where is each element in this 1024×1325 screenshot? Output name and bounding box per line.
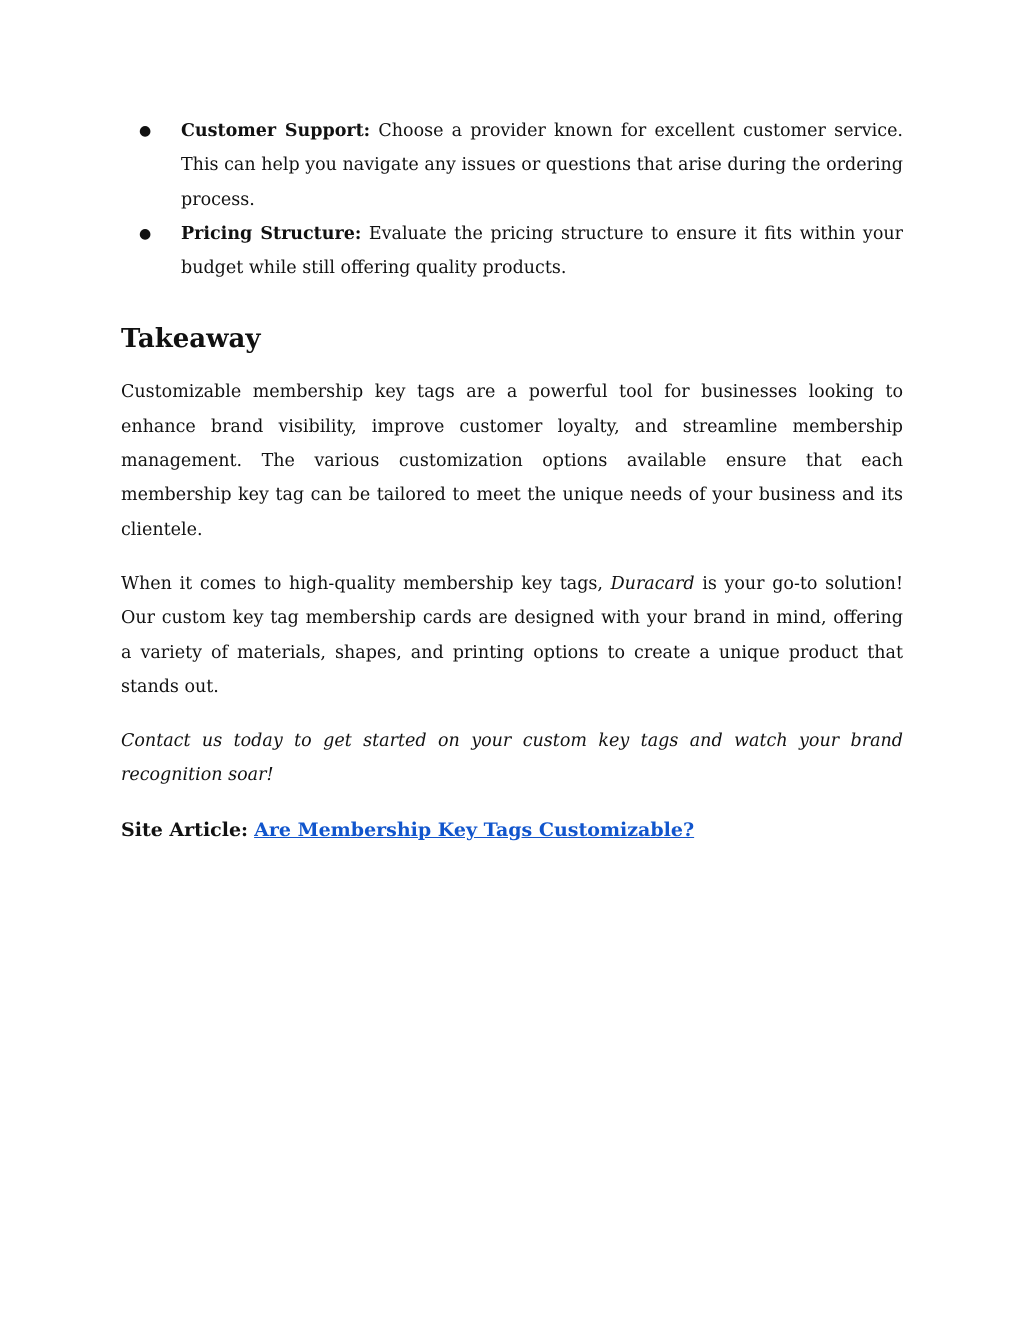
bullet-item-customer-support [121,114,903,217]
call-to-action: Contact us today to get started on your custom key tags and watch your brand recognition soar! [121,731,903,786]
paragraph-text: is your go-to solution! Our custom key tag membership cards are designed with your brand in mind, offering a variety of materials, shapes, and printing options to create a unique product that stands out. [121,573,903,697]
bullet-dot-icon: ● [139,225,152,242]
takeaway-heading: Takeaway [121,324,261,355]
site-article-link[interactable]: Are Membership Key Tags Customizable? [254,818,695,841]
bullet-text: Evaluate the pricing structure to ensure it fits within your budget while still offering quality products. [181,223,903,279]
takeaway-paragraph: Customizable membership key tags are a powerful tool for businesses looking to enhance brand visibility, improve customer loyalty, and streamline membership management. The various customization options available ensure that each membership key tag can be tailored to meet the unique needs of your business and its clientele. [121,382,903,540]
bullet-text: Choose a provider known for excellent customer service. This can help you navigate any issues or questions that arise during the ordering process. [181,121,903,210]
bullet-dot-icon: ● [139,123,152,139]
site-article-label: Site Article: [121,818,249,841]
site-article [121,813,903,847]
duracard-paragraph [121,567,903,704]
bullet-term: Pricing Structure: [181,223,362,244]
bullet-list [121,114,903,285]
brand-name: Duracard [610,573,695,594]
document-page [121,114,903,847]
paragraph-text: When it comes to high-quality membership key tags, [121,573,603,594]
bullet-term: Customer Support: [181,121,371,141]
bullet-item-pricing-structure [121,217,903,286]
